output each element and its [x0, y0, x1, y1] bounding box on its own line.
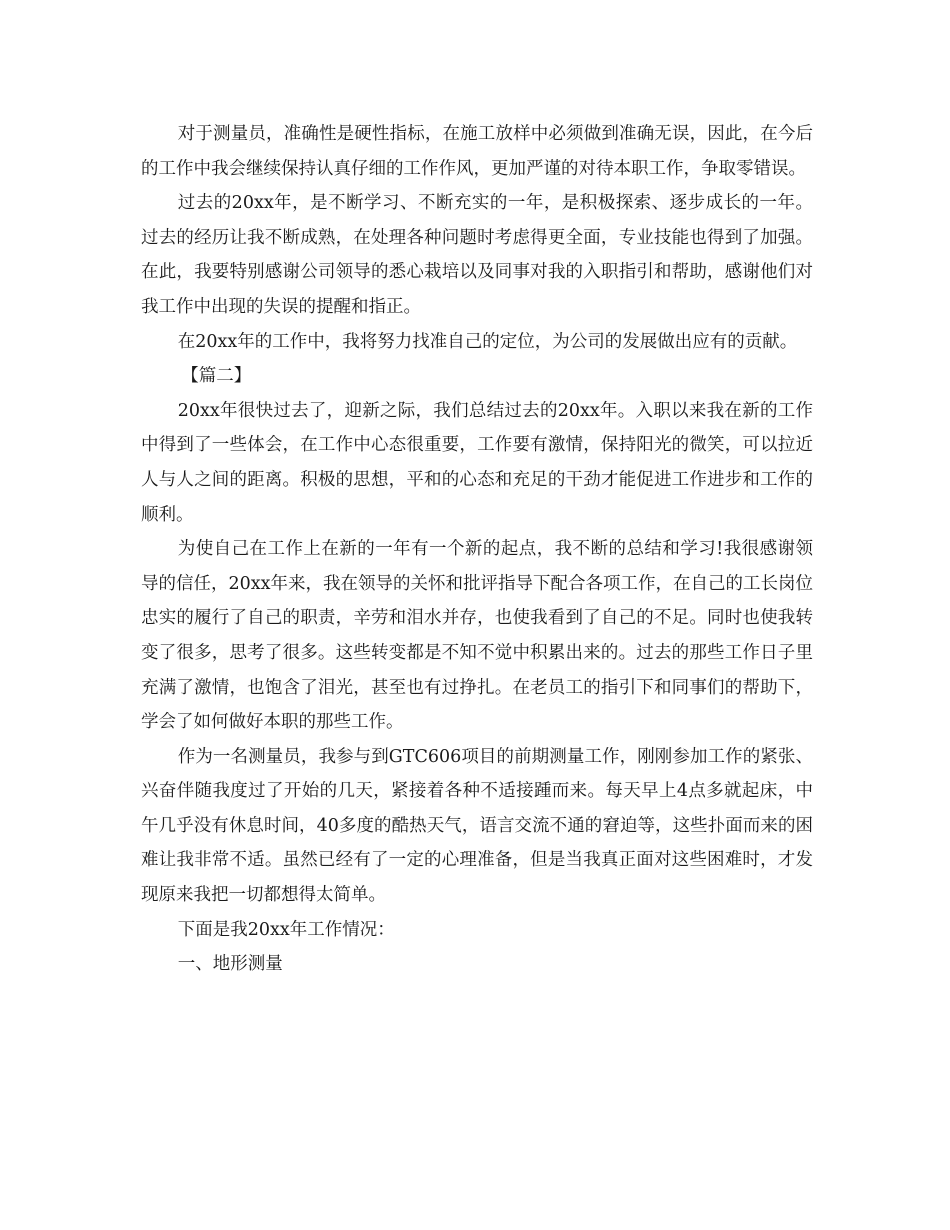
- paragraph-year-summary: 20xx年很快过去了，迎新之际，我们总结过去的20xx年。入职以来我在新的工作中得到了一些体会，在工作中心态很重要，工作要有激情，保持阳光的微笑，可以拉近人与人之间的距离。积极的思想，平和的心态和充足的干劲才能促进工作进步和工作的顺利。: [141, 400, 813, 525]
- document-body: [141, 117, 813, 982]
- paragraph-future-work: 在20xx年的工作中，我将努力找准自己的定位，为公司的发展做出应有的贡献。: [177, 331, 798, 352]
- subheading-topographic-survey: 一、地形测量: [177, 954, 283, 975]
- paragraph-surveyor-experience: 作为一名测量员，我参与到GTC606项目的前期测量工作，刚刚参加工作的紧张、兴奋伴随我度过了开始的几天，紧接着各种不适接踵而来。每天早上4点多就起床，中午几乎没有休息时间，40多度的酷热天气，语言交流不通的窘迫等，这些扑面而来的困难让我非常不适。虽然已经有了一定的心理准备，但是当我真正面对这些困难时，才发现原来我把一切都想得太简单。: [141, 746, 813, 906]
- paragraph-accuracy: 对于测量员，准确性是硬性指标，在施工放样中必须做到准确无误，因此，在今后的工作中我会继续保持认真仔细的工作作风，更加严谨的对待本职工作，争取零错误。: [141, 124, 813, 179]
- section-heading-part-two: 【篇二】: [181, 366, 252, 387]
- paragraph-past-year: 过去的20xx年，是不断学习、不断充实的一年，是积极探索、逐步成长的一年。过去的经历让我不断成熟，在处理各种问题时考虑得更全面，专业技能也得到了加强。在此，我要特别感谢公司领导的悉心栽培以及同事对我的入职指引和帮助，感谢他们对我工作中出现的失误的提醒和指正。: [141, 193, 813, 317]
- paragraph-new-start: 为使自己在工作上在新的一年有一个新的起点，我不断的总结和学习!我很感谢领导的信任，20xx年来，我在领导的关怀和批评指导下配合各项工作，在自己的工长岗位忠实的履行了自己的职责，辛劳和泪水并存，也使我看到了自己的不足。同时也使我转变了很多，思考了很多。这些转变都是不知不觉中积累出来的。过去的那些工作日子里充满了激情，也饱含了泪光，甚至也有过挣扎。在老员工的指引下和同事们的帮助下，学会了如何做好本职的那些工作。: [141, 539, 814, 733]
- paragraph-work-intro: 下面是我20xx年工作情况：: [177, 919, 395, 940]
